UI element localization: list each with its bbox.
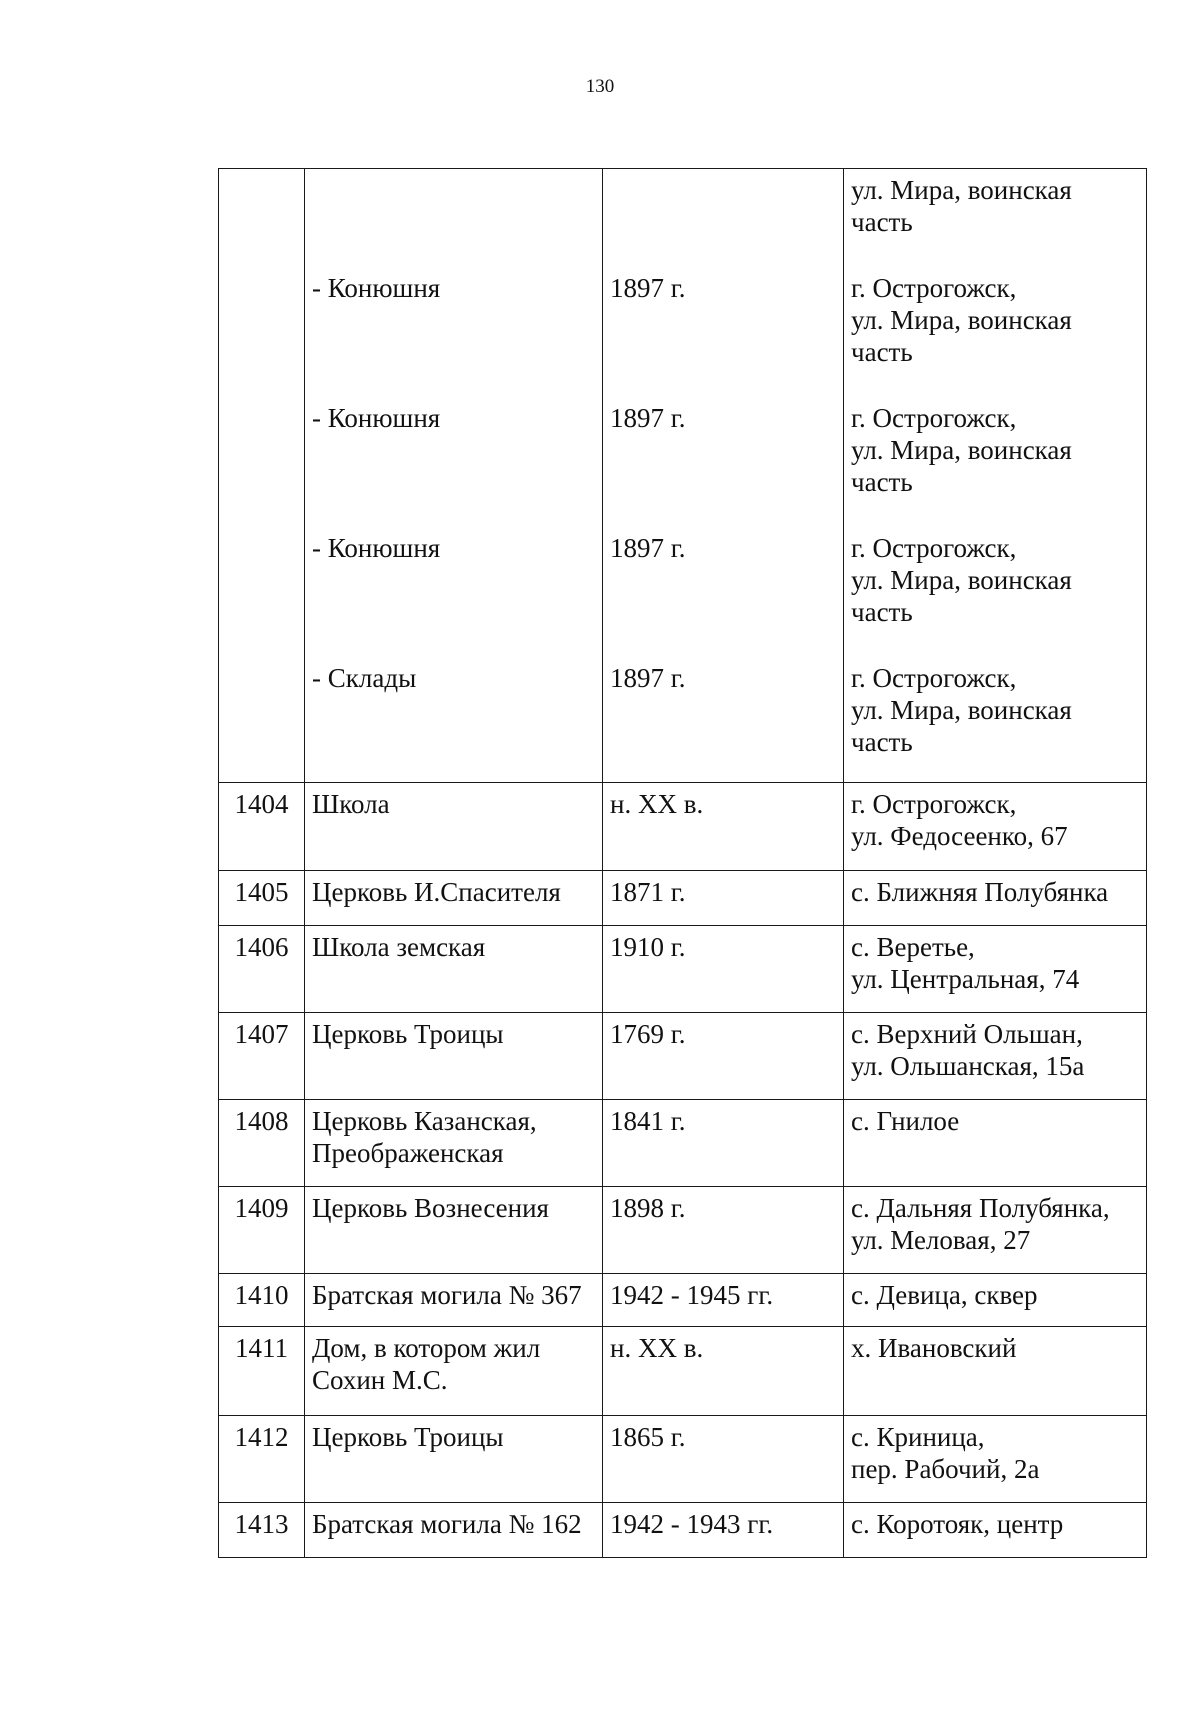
table-row bbox=[219, 871, 1147, 926]
cell-date: н. XX в. bbox=[603, 783, 844, 871]
cell-name: Братская могила № 367 bbox=[305, 1274, 603, 1327]
sub-item-name: - Конюшня bbox=[312, 273, 441, 303]
cell-date: 1865 г. bbox=[603, 1416, 844, 1503]
cell-address: с. Криница, пер. Рабочий, 2а bbox=[844, 1416, 1147, 1503]
monuments-registry-table bbox=[218, 168, 1147, 1558]
cell-name: Братская могила № 162 bbox=[305, 1503, 603, 1558]
table-row bbox=[219, 1416, 1147, 1503]
sub-item-address: г. Острогожск, ул. Мира, воинская часть bbox=[851, 273, 1072, 367]
page-number: 130 bbox=[585, 76, 615, 97]
cell-date: 1871 г. bbox=[603, 871, 844, 926]
cell-date: 1898 г. bbox=[603, 1187, 844, 1274]
cell-name: Школа bbox=[305, 783, 603, 871]
cell-address: с. Девица, сквер bbox=[844, 1274, 1147, 1327]
sub-item-address: ул. Мира, воинская часть bbox=[851, 175, 1072, 237]
cell-name: Дом, в котором жил Сохин М.С. bbox=[305, 1327, 603, 1416]
cell-date: 1910 г. bbox=[603, 926, 844, 1013]
cell-number: 1413 bbox=[219, 1503, 305, 1558]
cell-number: 1405 bbox=[219, 871, 305, 926]
sub-item-date: 1897 г. bbox=[610, 663, 686, 693]
table-row bbox=[219, 1274, 1147, 1327]
table-row-continuation bbox=[219, 169, 1147, 783]
cell-date: 1841 г. bbox=[603, 1100, 844, 1187]
cell-date: 1769 г. bbox=[603, 1013, 844, 1100]
cell-name: Церковь Троицы bbox=[305, 1416, 603, 1503]
sub-item-name: - Склады bbox=[312, 663, 417, 693]
cell-address: с. Коротояк, центр bbox=[844, 1503, 1147, 1558]
sub-item-address: г. Острогожск, ул. Мира, воинская часть bbox=[851, 533, 1072, 627]
cell-name: Церковь Казанская, Преображенская bbox=[305, 1100, 603, 1187]
cell-address: с. Ближняя Полубянка bbox=[844, 871, 1147, 926]
cell-name bbox=[305, 169, 603, 783]
cell-address: г. Острогожск, ул. Федосеенко, 67 bbox=[844, 783, 1147, 871]
cell-date: 1942 - 1943 гг. bbox=[603, 1503, 844, 1558]
cell-name: Церковь Вознесения bbox=[305, 1187, 603, 1274]
table-row bbox=[219, 783, 1147, 871]
cell-date: 1942 - 1945 гг. bbox=[603, 1274, 844, 1327]
cell-address bbox=[844, 169, 1147, 783]
cell-address: с. Верхний Ольшан, ул. Ольшанская, 15а bbox=[844, 1013, 1147, 1100]
sub-item-date: 1897 г. bbox=[610, 273, 686, 303]
cell-number: 1407 bbox=[219, 1013, 305, 1100]
sub-item-address: г. Острогожск, ул. Мира, воинская часть bbox=[851, 663, 1072, 757]
sub-item-date: 1897 г. bbox=[610, 403, 686, 433]
cell-address: с. Гнилое bbox=[844, 1100, 1147, 1187]
cell-name: Церковь Троицы bbox=[305, 1013, 603, 1100]
cell-date bbox=[603, 169, 844, 783]
table-row bbox=[219, 926, 1147, 1013]
cell-number: 1409 bbox=[219, 1187, 305, 1274]
cell-name: Школа земская bbox=[305, 926, 603, 1013]
table-row bbox=[219, 1503, 1147, 1558]
cell-address: с. Дальняя Полубянка, ул. Меловая, 27 bbox=[844, 1187, 1147, 1274]
cell-number bbox=[219, 169, 305, 783]
cell-number: 1410 bbox=[219, 1274, 305, 1327]
cell-number: 1412 bbox=[219, 1416, 305, 1503]
table-row bbox=[219, 1327, 1147, 1416]
cell-address: х. Ивановский bbox=[844, 1327, 1147, 1416]
table-row bbox=[219, 1013, 1147, 1100]
cell-date: н. XX в. bbox=[603, 1327, 844, 1416]
table-row bbox=[219, 1100, 1147, 1187]
sub-item-name: - Конюшня bbox=[312, 403, 441, 433]
cell-number: 1411 bbox=[219, 1327, 305, 1416]
cell-number: 1408 bbox=[219, 1100, 305, 1187]
cell-name: Церковь И.Спасителя bbox=[305, 871, 603, 926]
cell-number: 1406 bbox=[219, 926, 305, 1013]
cell-number: 1404 bbox=[219, 783, 305, 871]
cell-address: с. Веретье, ул. Центральная, 74 bbox=[844, 926, 1147, 1013]
sub-item-address: г. Острогожск, ул. Мира, воинская часть bbox=[851, 403, 1072, 497]
sub-item-name: - Конюшня bbox=[312, 533, 441, 563]
table-row bbox=[219, 1187, 1147, 1274]
sub-item-date: 1897 г. bbox=[610, 533, 686, 563]
